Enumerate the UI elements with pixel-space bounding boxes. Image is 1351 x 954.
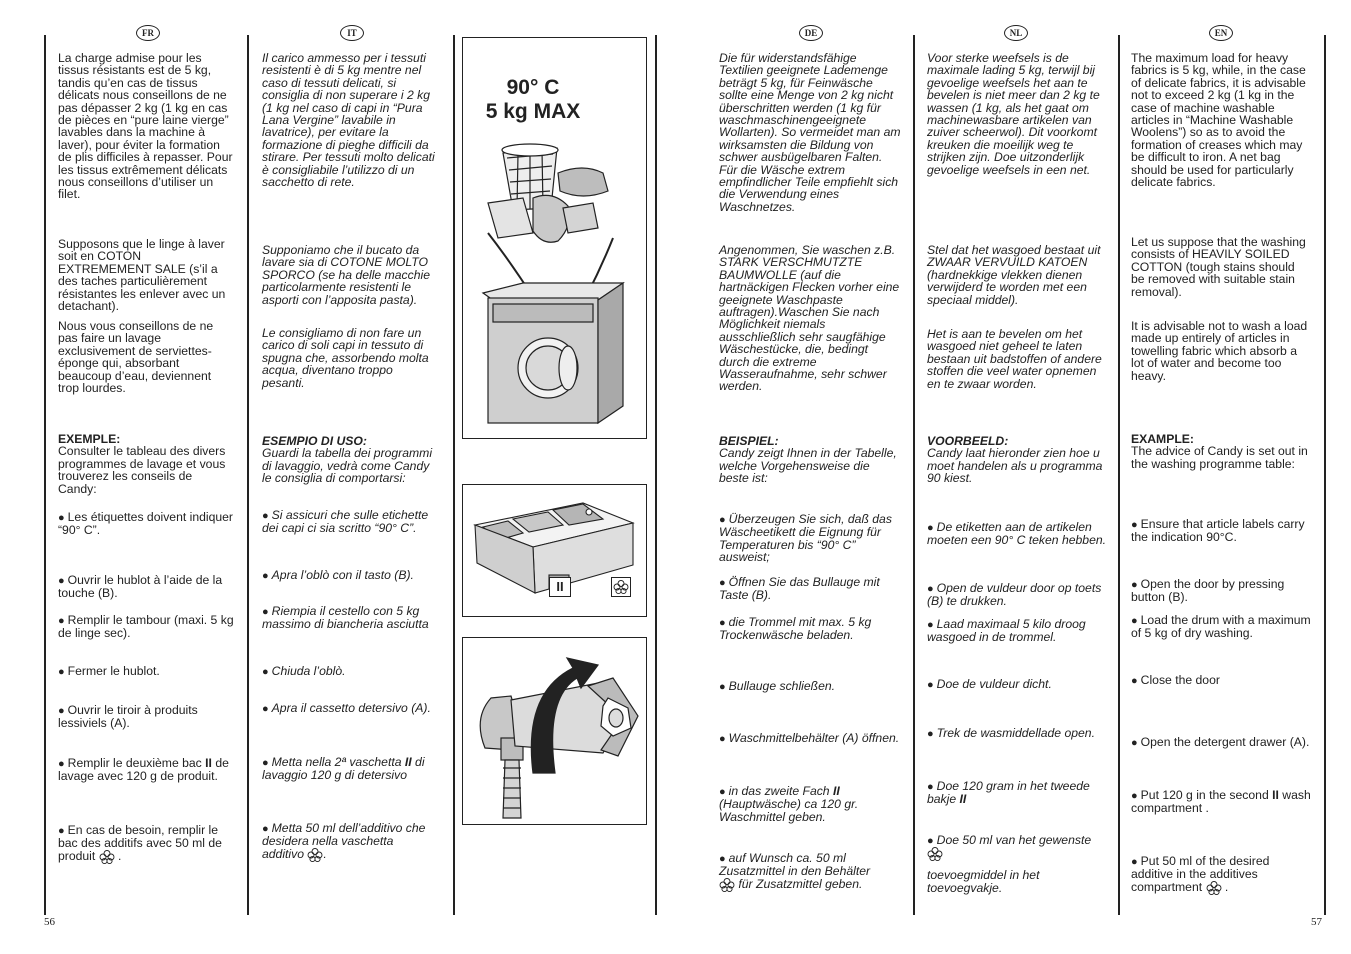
compartment-label: II [1272, 788, 1279, 802]
step-text: Laad maximaal 5 kilo droog wasgoed in de trommel. [927, 617, 1086, 645]
step-7 [1131, 855, 1311, 895]
step-text: Metta nella 2ª vaschetta [271, 755, 405, 769]
step-6 [927, 780, 1107, 806]
column-rule [913, 35, 915, 915]
lang-badge-en: EN [1209, 25, 1233, 41]
step-text: Chiuda l’oblò. [271, 664, 346, 678]
step-text: in das zweite Fach [728, 784, 833, 798]
step-3 [262, 605, 438, 631]
example-block [262, 435, 438, 485]
step-text: auf Wunsch ca. 50 ml Zusatzmittel in den Behälter [719, 851, 871, 879]
step-text: Ouvrir le hublot à l’aide de la touche (B). [58, 573, 223, 601]
paragraph: Il carico ammesso per i tessuti resistenti è di 5 kg mentre nel caso di tessuti delicati, si consiglia di non superare i 2 kg (1 kg nel caso di capi in “Pura Lana Vergine” lavabile in lavatrice), per evitare la formazione di pieghe difficili da stirare. Per tessuti molto delicati è consigliabile l’utilizzo di un sacchetto di rete. [262, 51, 435, 190]
step-text: Si assicuri che sulle etichette dei capi ci sia scritto “90° C”. [262, 508, 429, 536]
step-1 [262, 509, 438, 535]
additive-compartment-box [611, 577, 631, 597]
step-2 [262, 569, 438, 582]
step-7 [58, 824, 234, 864]
step-text: Bullauge schließen. [728, 679, 836, 693]
step-7 [719, 852, 901, 892]
paragraph: Het is aan te bevelen om het wasgoed niet geheel te laten bestaan uit badstoffen of andere stoffen die veel water opnemen en te zwaar worden. [927, 327, 1102, 391]
flower-icon [719, 878, 735, 892]
step-text: di lavaggio 120 g di detersivo [262, 755, 425, 783]
step-text: Doe de vuldeur dicht. [936, 677, 1052, 691]
step-text: Ensure that article labels carry the indication 90°C. [1131, 517, 1305, 545]
step-text: Apra il cassetto detersivo (A). [271, 701, 431, 715]
column-rule [1324, 35, 1326, 915]
step-5 [262, 702, 438, 715]
paragraph: Angenommen, Sie waschen z.B. STARK VERSCHMUTZTE BAUMWOLLE (auf die hartnäckigen Flecken vorher eine geeignete Waschpaste auftragen).Waschen Sie nach Möglichkeit niemals ausschließlich sehr saugfähige Wäschestücke, die, bedingt durch die extreme Wasseraufnahme, sehr schwer werden. [719, 243, 900, 394]
example-title: EXAMPLE: [1131, 432, 1194, 446]
figure-knob-rotation [462, 637, 647, 825]
step-text: Ouvrir le tiroir à produits lessiviels (A). [58, 703, 198, 731]
step-6 [262, 756, 438, 782]
compartment-label: II [959, 792, 967, 807]
paragraph: Die für widerstandsfähige Textilien geeignete Lademenge beträgt 5 kg, für Feinwäsche sollte eine Menge von 2 kg nicht überschritten werden (1 kg für waschmaschinengeeignete Wollarten). So vermeidet man am wirksamsten die Bildung von schwer ausbügelbaren Falten. Für die Wäsche extrem empfindlicher Teile empfiehlt sich die Verwendung eines Waschnetzes. [719, 51, 901, 214]
example-block [927, 435, 1107, 485]
step-text: Metta 50 ml dell’additivo che desidera nella vaschetta additivo [262, 821, 426, 862]
step-4 [1131, 674, 1311, 687]
step-4 [58, 665, 234, 678]
paragraph: Supponiamo che il bucato da lavare sia di COTONE MOLTO SPORCO (se ha delle macchie particolarmente resistenti le asporti con l’apposita pasta). [262, 243, 430, 307]
step-text: Trek de wasmiddellade open. [936, 726, 1095, 740]
step-text: Open the door by pressing button (B). [1131, 577, 1285, 605]
step-text: Öffnen Sie das Bullauge mit Taste (B). [719, 575, 880, 603]
column-rule [453, 35, 455, 915]
step-text: Load the drum with a maximum of 5 kg of dry washing. [1131, 613, 1311, 641]
step-3 [719, 616, 901, 642]
step-text: Apra l’oblò con il tasto (B). [271, 568, 414, 582]
paragraph: Supposons que le linge à laver soit en COTON EXTREMEMENT SALE (s’il a des taches particulièrement résistantes les enlever avec un detachant). [58, 237, 226, 314]
example-title: VOORBEELD: [927, 434, 1009, 448]
page-number-left: 56 [44, 916, 55, 928]
paragraph: Stel dat het wasgoed bestaat uit ZWAAR VERVUILD KATOEN (hardnekkige vlekken dienen verwijderd te worden met een speciaal middel). [927, 243, 1101, 307]
step-6 [719, 785, 901, 823]
example-body: Candy laat hieronder zien hoe u moet handelen als u programma 90 kiest. [927, 446, 1103, 486]
flower-icon [99, 850, 115, 864]
lang-badge-it: IT [340, 25, 364, 41]
page-number-right: 57 [1311, 916, 1322, 928]
example-title: ESEMPIO DI USO: [262, 434, 367, 448]
temperature-label: 90° C [506, 76, 560, 99]
paragraph: The maximum load for heavy fabrics is 5 kg, while, in the case of delicate fabrics, it is advisable not to exceed 2 kg (1 kg in the case of machine washable articles in “Machine Washable Woolens”) so as to avoid the formation of creases which may be difficult to iron. A net bag should be used for particularly delicate fabrics. [1131, 51, 1306, 190]
step-text: toevoegmiddel in het toevoegvakje. [927, 868, 1040, 895]
step-text: Remplir le deuxième bac [67, 756, 206, 770]
step-text: . [323, 847, 327, 862]
paragraph: Le consigliamo di non fare un carico di soli capi in tessuto di spugna che, assorbendo molta acqua, diventano troppo pesanti. [262, 326, 429, 390]
step-5 [1131, 736, 1311, 749]
example-title: BEISPIEL: [719, 434, 779, 448]
step-text: (Hauptwäsche) ca 120 gr. Waschmittel geben. [719, 797, 859, 824]
paragraph: It is advisable not to wash a load made up entirely of articles in towelling fabric which absorb a lot of water and become too heavy. [1131, 319, 1308, 383]
step-3 [58, 614, 234, 640]
step-text: En cas de besoin, remplir le bac des additifs avec 50 ml de produit [58, 823, 222, 864]
example-body: Candy zeigt Ihnen in der Tabelle, welche Vorgehensweise die beste ist: [719, 446, 897, 486]
step-2 [927, 582, 1107, 608]
load-label: 5 kg MAX [485, 100, 581, 123]
step-text: Waschmittelbehälter (A) öffnen. [728, 731, 900, 745]
example-body: The advice of Candy is set out in the washing programme table: [1131, 444, 1308, 471]
step-4 [719, 680, 901, 693]
example-title: EXEMPLE: [58, 432, 121, 446]
washer-illustration [463, 38, 646, 438]
step-6 [1131, 789, 1311, 815]
figure-washer-load [462, 37, 647, 439]
paragraph: Voor sterke weefsels is de maximale lading 5 kg, terwijl bij gevoelige weefsels het aan te bevelen is niet meer dan 2 kg te wassen (1 kg, als het gaat om machinewasbare artikelen van zuiver scheerwol). Dit voorkomt kreuken die moeilijk weg te strijken zijn. Doe uitzonderlijk gevoelige weefsels in een net. [927, 51, 1100, 177]
example-block [719, 435, 901, 485]
step-5 [927, 727, 1107, 740]
paragraph: Nous vous conseillons de ne pas faire un lavage exclusivement de serviettes-éponge qui, absorbant beaucoup d’eau, deviennent trop lourdes. [58, 319, 214, 396]
example-body: Guardi la tabella dei programmi di lavaggio, vedrà come Candy le consiglia di comportarsi: [262, 446, 433, 486]
step-text: . [1224, 880, 1229, 895]
compartment-ii-label: II [549, 577, 571, 597]
step-text: Open the detergent drawer (A). [1140, 735, 1310, 749]
step-text: Close the door [1140, 673, 1220, 687]
step-text: die Trommel mit max. 5 kg Trockenwäsche beladen. [719, 615, 872, 643]
column-rule [247, 35, 249, 915]
step-4 [262, 665, 438, 678]
step-text: Les étiquettes doivent indiquer “90° C”. [58, 510, 233, 538]
lang-badge-nl: NL [1004, 25, 1028, 41]
example-body: Consulter le tableau des divers programmes de lavage et vous trouverez les conseils de Candy: [58, 444, 226, 496]
example-block [1131, 433, 1311, 470]
step-4 [927, 678, 1107, 691]
compartment-label: II [404, 755, 412, 769]
flower-icon [1206, 881, 1222, 895]
column-rule [1118, 35, 1120, 915]
step-7 [927, 834, 1107, 894]
step-1 [58, 511, 234, 537]
step-text: . [118, 849, 122, 864]
step-1 [719, 513, 901, 564]
flower-icon [307, 848, 323, 862]
compartment-label: II [832, 784, 840, 798]
column-rule [655, 35, 657, 915]
flower-icon [613, 579, 629, 595]
flower-icon [927, 847, 943, 861]
step-2 [58, 574, 234, 600]
step-text: Remplir le tambour (maxi. 5 kg de linge sec). [58, 613, 234, 641]
knob-illustration [463, 638, 646, 824]
step-text: wash compartment . [1131, 788, 1311, 816]
step-text: De etiketten aan de artikelen moeten een 90° C teken hebben. [927, 520, 1107, 548]
step-1 [1131, 518, 1311, 544]
step-5 [58, 704, 234, 730]
step-text: Open de vuldeur door op toets (B) te drukken. [927, 581, 1102, 609]
compartment-label: II [205, 756, 212, 770]
step-text: für Zusatzmittel geben. [738, 877, 863, 892]
step-6 [58, 757, 234, 783]
step-text: de lavage avec 120 g de produit. [58, 756, 229, 784]
step-2 [1131, 578, 1311, 604]
paragraph: Let us suppose that the washing consists of HEAVILY SOILED COTTON (tough stains should be removed with suitable stain removal). [1131, 235, 1306, 299]
step-7 [262, 822, 438, 862]
step-text: Doe 50 ml van het gewenste [936, 833, 1092, 847]
column-rule [44, 35, 46, 915]
step-2 [719, 576, 901, 602]
step-text: Fermer le hublot. [67, 664, 160, 678]
example-block [58, 433, 234, 495]
paragraph: La charge admise pour les tissus résistants est de 5 kg, tandis qu’en cas de tissus délicats nous conseillons de ne pas dépasser 2 kg (1 kg en cas de pièces en “pure laine vierge” lavables dans la machine à laver), pour éviter la formation de plis difficiles à repasser. Pour les tissus extrêmement délicats nous conseillons d’utiliser un filet. [58, 51, 233, 202]
step-3 [1131, 614, 1311, 640]
step-text: Doe 120 gram in het tweede bakje [927, 779, 1090, 807]
step-text: Überzeugen Sie sich, daß das Wäscheetikett die Eignung für Temperaturen bis “90° C” ausweist; [719, 512, 892, 565]
lang-badge-de: DE [799, 25, 823, 41]
step-text: Riempia il cestello con 5 kg massimo di biancheria asciutta [262, 604, 429, 632]
figure-detergent-drawer [462, 484, 647, 617]
lang-badge-fr: FR [136, 25, 160, 41]
step-1 [927, 521, 1107, 547]
step-text: Put 50 ml of the desired additive in the additives compartment [1131, 854, 1270, 895]
step-text: Put 120 g in the second [1140, 788, 1273, 802]
step-5 [719, 732, 901, 745]
step-3 [927, 618, 1107, 644]
